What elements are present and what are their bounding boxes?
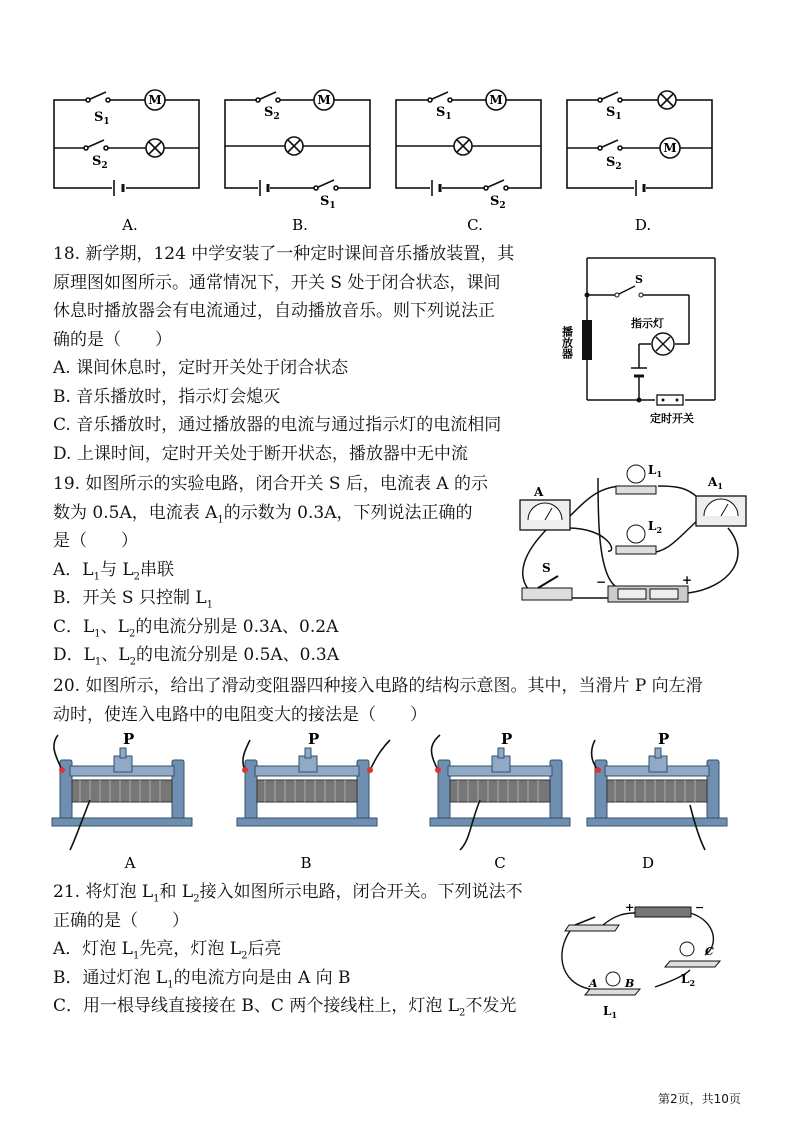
t: 、L (100, 616, 129, 637)
t: 和 L (159, 882, 194, 902)
player-label: 播放器 (560, 326, 574, 359)
q20-stem (53, 672, 703, 729)
t: 2 (129, 656, 136, 668)
terminal-a: A (589, 977, 598, 990)
q17-option-d: D. (634, 216, 652, 234)
svg-text:S2 (490, 194, 506, 211)
t: 2 (656, 525, 663, 535)
t: 的电流方向是由 A 向 B (173, 967, 351, 988)
q18-diagram (555, 250, 725, 434)
t: A．L (53, 559, 94, 580)
t: 串联 (140, 559, 175, 580)
q20-line: 动时，使连入电路中的电阻变大的接法是（ ） (53, 704, 427, 725)
q18-line: 18. 新学期，124 中学安装了一种定时课间音乐播放装置，其 (53, 244, 515, 264)
t: 1 (153, 893, 160, 905)
motor-label: M (663, 141, 677, 155)
q18-option-b: B. 音乐播放时，指示灯会熄灭 (53, 386, 281, 407)
q19-line (53, 499, 488, 528)
t: 1 (656, 469, 663, 479)
t: 2 (133, 570, 141, 582)
q18-option-c: C. 音乐播放时，通过播放器的电流与通过指示灯的电流相同 (53, 415, 502, 435)
q21-option-a (53, 935, 523, 964)
l2-label: L (681, 972, 690, 986)
svg-text:S2 (606, 155, 622, 172)
minus-label: − (596, 575, 607, 589)
t: C．用一根导线直接接在 B、C 两个接线柱上，灯泡 L (53, 996, 460, 1016)
svg-text:S1 (320, 194, 336, 211)
q17-figure (0, 0, 794, 244)
switch-sub: 2 (101, 161, 108, 171)
timer-label: 定时开关 (650, 412, 694, 425)
q19-sub: 1 (217, 513, 224, 525)
q19-diagram (508, 458, 758, 612)
t: 2 (128, 627, 136, 639)
t: 2 (241, 950, 248, 962)
t: B．通过灯泡 L (53, 967, 168, 988)
switch-sub: 2 (499, 201, 506, 211)
q20-label-d: D (641, 854, 655, 872)
q21-diagram (555, 895, 725, 1034)
q19-text: 的示数为 0.3A，下列说法正确的 (223, 502, 473, 523)
t: 2 (459, 1007, 466, 1019)
svg-text:S1 (606, 105, 622, 122)
motor-label: M (317, 93, 331, 107)
slider-label: P (658, 730, 670, 748)
slider-label: P (308, 730, 320, 748)
q17-option-a: A. (122, 216, 138, 234)
t: 2 (689, 978, 696, 988)
q21-line (53, 878, 523, 907)
q21-line: 正确的是（ ） (53, 910, 189, 931)
t: 1 (132, 950, 140, 962)
t: 与 L (99, 559, 134, 580)
switch-label: S (606, 105, 616, 120)
t: 1 (94, 627, 101, 639)
svg-text:S1 (94, 110, 110, 127)
ammeter-a1-label: A (708, 475, 718, 489)
svg-text:L1 (648, 463, 662, 479)
terminal-c: C (705, 945, 714, 958)
lamp2-label: L (648, 519, 657, 533)
t: 的电流分别是 0.5A、0.3A (135, 645, 339, 665)
switch-label: S (264, 105, 274, 120)
switch-sub: 1 (329, 201, 336, 211)
t: 1 (93, 570, 100, 582)
switch-label: S (94, 110, 104, 125)
lamp-label: 指示灯 (631, 317, 664, 330)
q21-option-c (53, 992, 523, 1021)
t: 1 (206, 599, 214, 611)
t: 1 (167, 978, 174, 990)
q20-label-a: A (124, 854, 136, 872)
ammeter-a-label: A (534, 485, 544, 499)
q21-option-b (53, 964, 523, 993)
plus-label: + (625, 901, 635, 914)
minus-label: − (695, 901, 705, 914)
q18-line: 休息时播放器会有电流通过，自动播放音乐。则下列说法正 (53, 301, 495, 321)
switch-label: S (320, 194, 330, 209)
q18-stem (53, 240, 514, 468)
page-number: 第2页，共10页 (658, 1092, 741, 1106)
switch-label: S (92, 154, 102, 169)
switch-sub: 1 (615, 112, 622, 122)
lamp1-label: L (648, 463, 657, 477)
q17-circuits (0, 0, 794, 240)
slider-label: P (501, 730, 513, 748)
svg-text:L2 (681, 972, 695, 988)
slider-label: P (123, 730, 135, 748)
t: 1 (94, 656, 102, 668)
q21-stem (53, 878, 523, 1021)
svg-text:L1 (603, 1004, 617, 1020)
q18-line: 原理图如图所示。通常情况下，开关 S 处于闭合状态，课间 (53, 272, 501, 293)
q17-option-c: C. (467, 216, 483, 234)
q20-label-c: C (494, 854, 506, 872)
svg-text:S1 (436, 105, 452, 122)
t: C．L (53, 616, 95, 637)
terminal-b: B (625, 977, 635, 990)
q18-line: 确的是（ ） (53, 329, 172, 350)
q19-line: 是（ ） (53, 531, 138, 551)
l1-label: L (603, 1004, 612, 1018)
plus-label: + (682, 573, 693, 587)
switch-label: S (542, 561, 551, 575)
t: 21. 将灯泡 L (53, 882, 154, 902)
q19-option-c (53, 613, 488, 642)
t: D．L (53, 645, 95, 665)
switch-label: S (635, 273, 643, 286)
q17-option-b: B. (292, 216, 308, 234)
q20-figures (50, 730, 750, 884)
t: 后亮 (247, 939, 282, 959)
switch-sub: 1 (103, 117, 110, 127)
svg-text:S2 (264, 105, 280, 122)
switch-sub: 1 (445, 112, 452, 122)
switch-sub: 2 (273, 112, 280, 122)
q18-option-d: D. 上课时间，定时开关处于断开状态，播放器中无中流 (53, 443, 468, 464)
q20-line: 20. 如图所示，给出了滑动变阻器四种接入电路的结构示意图。其中，当滑片 P 向左滑 (53, 676, 703, 696)
q19-line: 19. 如图所示的实验电路，闭合开关 S 后，电流表 A 的示 (53, 474, 488, 494)
q19-stem (53, 470, 488, 670)
t: B．开关 S 只控制 L (53, 588, 207, 608)
t: 1 (611, 1010, 618, 1020)
t: A．灯泡 L (53, 939, 133, 959)
svg-text:S2 (92, 154, 108, 171)
t: 1 (717, 481, 723, 491)
t: 不发光 (465, 996, 517, 1016)
q19-text: 数为 0.5A，电流表 A (53, 502, 218, 523)
switch-label: S (490, 194, 500, 209)
t: 先亮，灯泡 L (139, 939, 242, 959)
motor-label: M (489, 93, 503, 107)
q18-option-a: A. 课间休息时，定时开关处于闭合状态 (53, 358, 349, 378)
svg-text:A1 (707, 475, 723, 491)
switch-label: S (606, 155, 616, 170)
q19-option-a (53, 556, 488, 585)
motor-label: M (148, 93, 162, 107)
q19-option-d (53, 641, 488, 670)
t: 接入如图所示电路，闭合开关。下列说法不 (199, 882, 523, 902)
t: 、L (101, 645, 130, 665)
switch-sub: 2 (615, 162, 622, 172)
svg-text:L2 (648, 519, 662, 535)
t: 2 (193, 893, 200, 905)
switch-label: S (436, 105, 446, 120)
q20-label-b: B (300, 854, 312, 872)
t: 的电流分别是 0.3A、0.2A (135, 616, 339, 637)
q19-option-b (53, 584, 488, 613)
